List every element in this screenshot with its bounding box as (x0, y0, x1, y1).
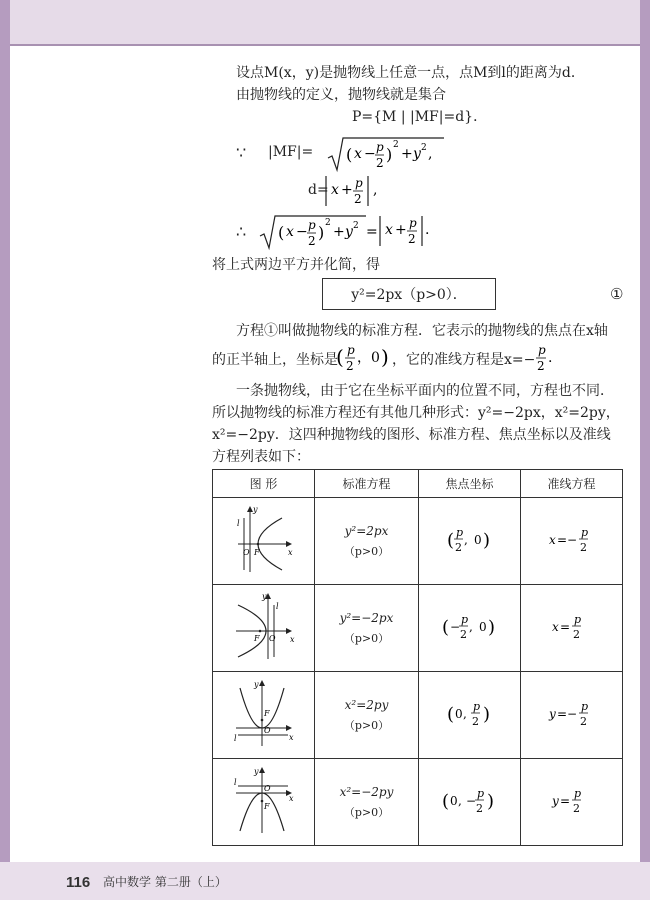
equation-text: x²=−2py (339, 784, 394, 799)
svg-text:p: p (409, 216, 417, 230)
directrix-render (547, 696, 597, 732)
focus-render (442, 609, 498, 645)
directrix-cell (521, 498, 623, 585)
focus-render (447, 522, 493, 558)
para2-line4: 方程列表如下： (212, 449, 310, 465)
mf-formula (326, 134, 446, 176)
figure-cell (213, 585, 315, 672)
svg-text:x: x (551, 619, 559, 634)
svg-text:(: ( (441, 616, 449, 638)
svg-text:x: x (331, 182, 339, 198)
svg-text:2: 2 (393, 140, 399, 150)
svg-text:y: y (413, 146, 421, 162)
svg-text:y: y (253, 766, 259, 776)
para1-line2-b: ，它的准线方程是x=− (392, 352, 536, 368)
svg-text:2: 2 (579, 540, 587, 554)
parabola-up-figure (232, 678, 296, 750)
svg-text:): ) (487, 616, 495, 638)
svg-text:2: 2 (325, 218, 331, 228)
equation-cell (315, 498, 419, 585)
footer-band (0, 862, 650, 900)
svg-text:p: p (573, 612, 581, 626)
svg-text:): ) (386, 145, 393, 164)
header-focus: 焦点坐标 (419, 470, 521, 498)
svg-text:O: O (263, 725, 271, 735)
svg-text:p: p (476, 786, 484, 800)
svg-text:.: . (425, 222, 430, 238)
svg-text:O: O (263, 783, 271, 793)
table-row (213, 585, 623, 672)
svg-text:x: x (354, 146, 362, 162)
svg-text:): ) (318, 223, 325, 242)
svg-text:(: ( (346, 145, 353, 164)
svg-text:(: ( (446, 529, 454, 551)
svg-text:): ) (482, 703, 490, 725)
svg-text:.: . (548, 350, 553, 366)
svg-text:0: 0 (371, 350, 380, 366)
directrix-cell (521, 672, 623, 759)
svg-text:F: F (263, 801, 270, 811)
parabola-table (212, 469, 623, 846)
equation-text: x²=2py (344, 697, 389, 712)
svg-text:2: 2 (579, 714, 587, 728)
svg-text:+: + (341, 182, 353, 198)
svg-text:p: p (580, 525, 588, 539)
svg-text:p: p (355, 176, 363, 190)
equation-number: ① (610, 285, 624, 303)
svg-text:0: 0 (454, 706, 463, 721)
svg-text:=−: =− (556, 706, 577, 721)
svg-text:=: = (366, 224, 378, 240)
svg-text:x: x (548, 532, 556, 547)
svg-text:l: l (236, 518, 240, 528)
equation-cell (315, 585, 419, 672)
svg-text:，: ， (357, 350, 371, 366)
parabola-left-figure (232, 591, 296, 663)
svg-text:+: + (401, 146, 413, 162)
condition-text: （p>0） (343, 718, 390, 732)
svg-text:(: ( (278, 223, 285, 242)
table-row (213, 672, 623, 759)
svg-text:y: y (261, 591, 267, 601)
svg-text:l: l (233, 777, 237, 787)
svg-text:0: 0 (449, 793, 458, 808)
focus-cell (419, 585, 521, 672)
svg-text:y: y (548, 706, 556, 721)
svg-text:(: ( (441, 790, 449, 812)
para2-line2: 所以抛物线的标准方程还有其他几种形式：y²=−2px，x²=2py， (212, 405, 620, 421)
directrix-cell (521, 585, 623, 672)
mf-lhs: |MF|= (268, 144, 314, 160)
equation-cell (315, 672, 419, 759)
svg-text:x: x (289, 634, 295, 644)
svg-text:2: 2 (354, 192, 362, 206)
boxed-equation: y²=2px（p>0）． (351, 287, 467, 303)
svg-text:0: 0 (478, 619, 487, 634)
header-equation: 标准方程 (315, 470, 419, 498)
svg-text:2: 2 (475, 801, 483, 815)
d-formula (322, 172, 392, 210)
svg-text:2: 2 (572, 801, 580, 815)
svg-text:2: 2 (346, 359, 354, 373)
svg-text:2: 2 (421, 143, 427, 153)
svg-text:F: F (263, 708, 270, 718)
therefore-symbol: ∴ (236, 222, 247, 241)
focus-render (447, 696, 493, 732)
para2-line3: x²=−2py．这四种抛物线的图形、标准方程、焦点坐标以及准线 (212, 427, 611, 443)
svg-text:2: 2 (537, 359, 545, 373)
svg-text:−: − (465, 793, 476, 808)
book-title: 高中数学 第二册（上） (103, 875, 227, 889)
focus-coordinate (336, 340, 394, 376)
equation-text: y²=−2px (339, 610, 394, 625)
d-lhs: d= (308, 182, 329, 198)
svg-text:p: p (472, 699, 480, 713)
therefore-formula (258, 212, 433, 252)
text-line-1: 设点M(x，y)是抛物线上任意一点，点M到l的距离为d． (236, 65, 585, 81)
svg-text:,: , (463, 532, 468, 547)
table-row (213, 498, 623, 585)
set-equation: P={M | |MF|=d}． (352, 109, 488, 125)
svg-text:,: , (457, 793, 462, 808)
svg-text:,: , (373, 182, 378, 198)
focus-cell (419, 498, 521, 585)
svg-text:=−: =− (556, 532, 577, 547)
svg-text:0: 0 (473, 532, 482, 547)
directrix-fraction (534, 340, 558, 376)
svg-text:F: F (253, 633, 260, 643)
svg-text:2: 2 (572, 627, 580, 641)
svg-text:x: x (288, 793, 294, 803)
condition-text: （p>0） (343, 805, 390, 819)
svg-text:p: p (573, 786, 581, 800)
svg-text:l: l (233, 733, 237, 743)
svg-text:,: , (468, 619, 473, 634)
para2-line1: 一条抛物线，由于它在坐标平面内的位置不同，方程也不同． (236, 383, 614, 399)
parabola-down-figure (232, 765, 296, 837)
svg-text:−: − (296, 224, 308, 240)
svg-text:y: y (345, 224, 353, 240)
para1-line1: 方程①叫做抛物线的标准方程．它表示的抛物线的焦点在x轴 (236, 323, 608, 339)
svg-text:2: 2 (471, 714, 479, 728)
svg-text:x: x (287, 547, 293, 557)
svg-text:p: p (455, 525, 463, 539)
svg-text:=: = (559, 619, 570, 634)
equation-cell (315, 759, 419, 846)
svg-text:): ) (486, 790, 494, 812)
table-row (213, 759, 623, 846)
svg-text:p: p (580, 699, 588, 713)
parabola-right-figure (234, 504, 294, 576)
svg-text:x: x (385, 222, 393, 238)
table-header-row (213, 470, 623, 498)
figure-cell (213, 672, 315, 759)
svg-text:O: O (268, 633, 276, 643)
svg-text:F: F (253, 547, 260, 557)
svg-text:,: , (462, 706, 467, 721)
svg-text:(: ( (336, 345, 344, 369)
focus-cell (419, 759, 521, 846)
directrix-render (547, 522, 597, 558)
header-figure: 图 形 (213, 470, 315, 498)
svg-text:2: 2 (454, 540, 462, 554)
directrix-render (550, 783, 594, 819)
svg-text:x: x (286, 224, 294, 240)
para1-line2-a: 的正半轴上，坐标是 (212, 352, 338, 368)
svg-text:−: − (364, 146, 376, 162)
simplify-text: 将上式两边平方并化简，得 (212, 257, 380, 273)
svg-text:+: + (395, 222, 407, 238)
page-number: 116 (66, 874, 91, 891)
svg-text:l: l (275, 601, 279, 611)
svg-text:): ) (381, 345, 389, 369)
right-margin-band (640, 0, 650, 900)
top-band (0, 0, 650, 46)
svg-text:p: p (308, 218, 316, 232)
svg-text:,: , (428, 146, 433, 162)
svg-text:2: 2 (353, 221, 359, 231)
focus-cell (419, 672, 521, 759)
equation-text: y²=2px (344, 523, 389, 538)
text-line-2: 由抛物线的定义，抛物线就是集合 (236, 87, 446, 103)
svg-text:(: ( (446, 703, 454, 725)
svg-text:+: + (333, 224, 345, 240)
svg-text:p: p (347, 343, 355, 357)
left-margin-band (0, 0, 10, 900)
svg-text:2: 2 (459, 627, 467, 641)
svg-text:−: − (449, 619, 460, 634)
header-directrix: 准线方程 (521, 470, 623, 498)
directrix-render (550, 609, 594, 645)
directrix-cell (521, 759, 623, 846)
svg-text:p: p (376, 140, 384, 154)
condition-text: （p>0） (343, 631, 390, 645)
svg-text:p: p (460, 612, 468, 626)
svg-text:2: 2 (376, 156, 384, 170)
svg-text:x: x (288, 732, 294, 742)
svg-text:O: O (242, 547, 250, 557)
condition-text: （p>0） (343, 544, 390, 558)
svg-text:p: p (538, 343, 546, 357)
svg-text:y: y (551, 793, 559, 808)
svg-text:): ) (482, 529, 490, 551)
standard-equation-box (322, 278, 496, 310)
focus-render (442, 783, 498, 819)
svg-text:y: y (252, 504, 258, 514)
svg-text:=: = (559, 793, 570, 808)
figure-cell (213, 498, 315, 585)
because-symbol: ∵ (236, 143, 247, 162)
figure-cell (213, 759, 315, 846)
svg-text:2: 2 (308, 234, 316, 248)
svg-text:y: y (253, 679, 259, 689)
svg-text:2: 2 (408, 232, 416, 246)
